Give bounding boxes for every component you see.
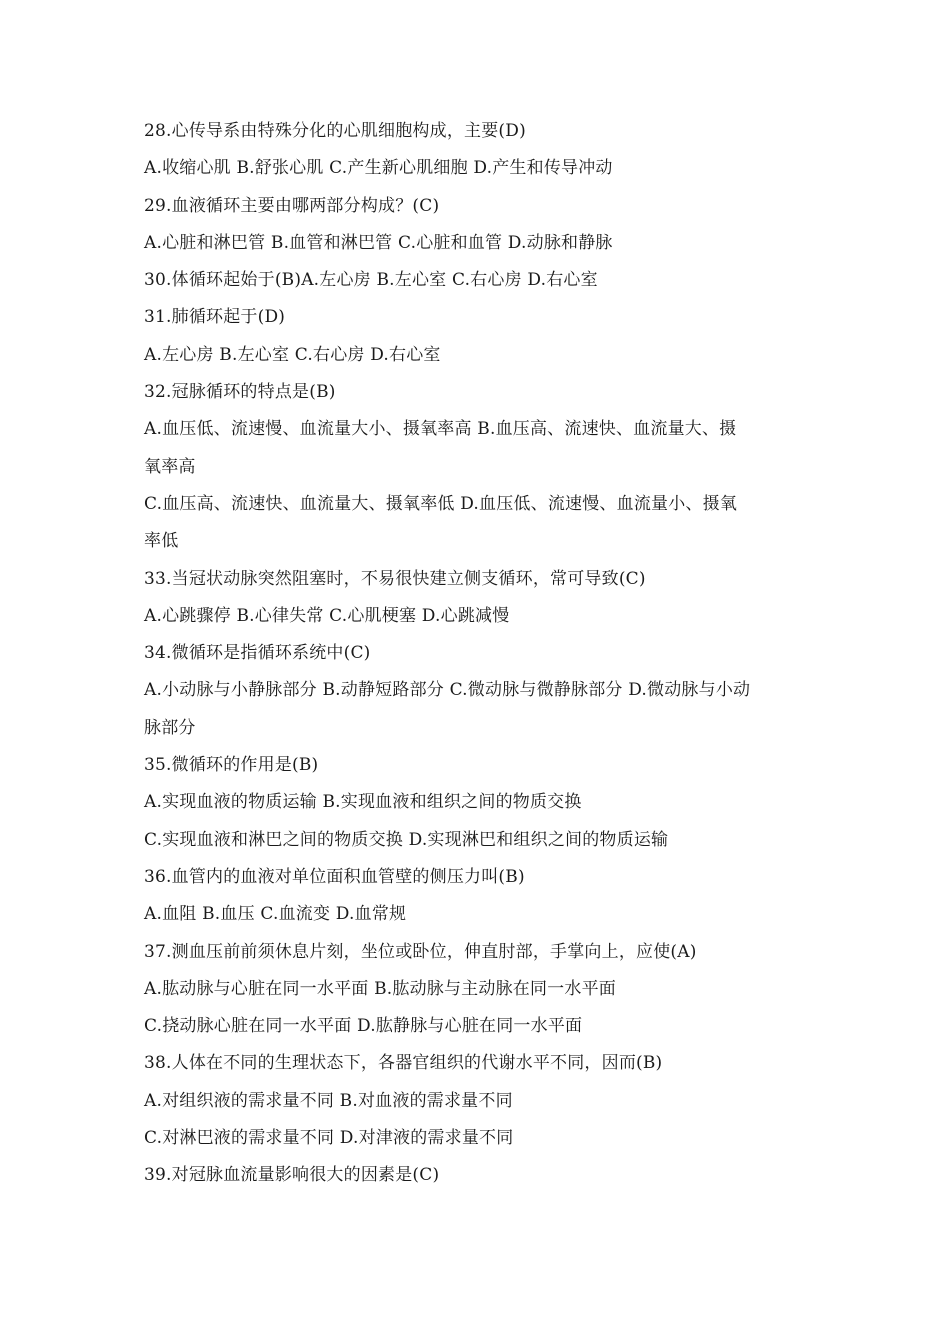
question-33: 33.当冠状动脉突然阻塞时，不易很快建立侧支循环，常可导致(C) [144, 568, 646, 589]
question-38: 38.人体在不同的生理状态下，各器官组织的代谢水平不同，因而(B) [144, 1053, 663, 1074]
question-28-options: A.收缩心肌 B.舒张心肌 C.产生新心肌细胞 D.产生和传导冲动 [144, 158, 613, 179]
question-36-options: A.血阻 B.血压 C.血流变 D.血常规 [144, 904, 407, 925]
question-30: 30.体循环起始于(B)A.左心房 B.左心室 C.右心房 D.右心室 [144, 270, 598, 291]
question-32-options-line-2: 氧率高 [144, 456, 196, 477]
question-37: 37.测血压前前须休息片刻，坐位或卧位，伸直肘部，手掌向上，应使(A) [144, 941, 697, 962]
question-35: 35.微循环的作用是(B) [144, 755, 319, 776]
question-29-options: A.心脏和淋巴管 B.血管和淋巴管 C.心脏和血管 D.动脉和静脉 [144, 232, 613, 253]
question-33-options: A.心跳骤停 B.心律失常 C.心肌梗塞 D.心跳减慢 [144, 605, 510, 626]
question-37-options-line-2: C.挠动脉心脏在同一水平面 D.肱静脉与心脏在同一水平面 [144, 1016, 583, 1037]
question-35-options-line-1: A.实现血液的物质运输 B.实现血液和组织之间的物质交换 [144, 792, 582, 813]
question-28: 28.心传导系由特殊分化的心肌细胞构成，主要(D) [144, 121, 526, 141]
question-32: 32.冠脉循环的特点是(B) [144, 382, 336, 403]
question-35-options-line-2: C.实现血液和淋巴之间的物质交换 D.实现淋巴和组织之间的物质运输 [144, 829, 669, 850]
question-38-options-line-1: A.对组织液的需求量不同 B.对血液的需求量不同 [144, 1090, 513, 1111]
question-32-options-line-1: A.血压低、流速慢、血流量大小、摄氧率高 B.血压高、流速快、血流量大、摄 [144, 419, 737, 440]
question-39: 39.对冠脉血流量影响很大的因素是(C) [144, 1165, 440, 1186]
question-38-options-line-2: C.对淋巴液的需求量不同 D.对津液的需求量不同 [144, 1128, 514, 1149]
question-32-options-line-4: 率低 [144, 531, 179, 552]
question-37-options-line-1: A.肱动脉与心脏在同一水平面 B.肱动脉与主动脉在同一水平面 [144, 978, 616, 999]
question-34-options-line-1: A.小动脉与小静脉部分 B.动静短路部分 C.微动脉与微静脉部分 D.微动脉与小动 [144, 680, 751, 701]
question-31: 31.肺循环起于(D) [144, 307, 286, 328]
question-36: 36.血管内的血液对单位面积血管壁的侧压力叫(B) [144, 866, 525, 887]
question-32-options-line-3: C.血压高、流速快、血流量大、摄氧率低 D.血压低、流速慢、血流量小、摄氧 [144, 493, 738, 514]
question-list [144, 113, 819, 1195]
question-31-options: A.左心房 B.左心室 C.右心房 D.右心室 [144, 344, 441, 365]
question-34: 34.微循环是指循环系统中(C) [144, 643, 371, 664]
question-29: 29.血液循环主要由哪两部分构成？(C) [144, 195, 440, 216]
question-34-options-line-2: 脉部分 [144, 717, 196, 738]
